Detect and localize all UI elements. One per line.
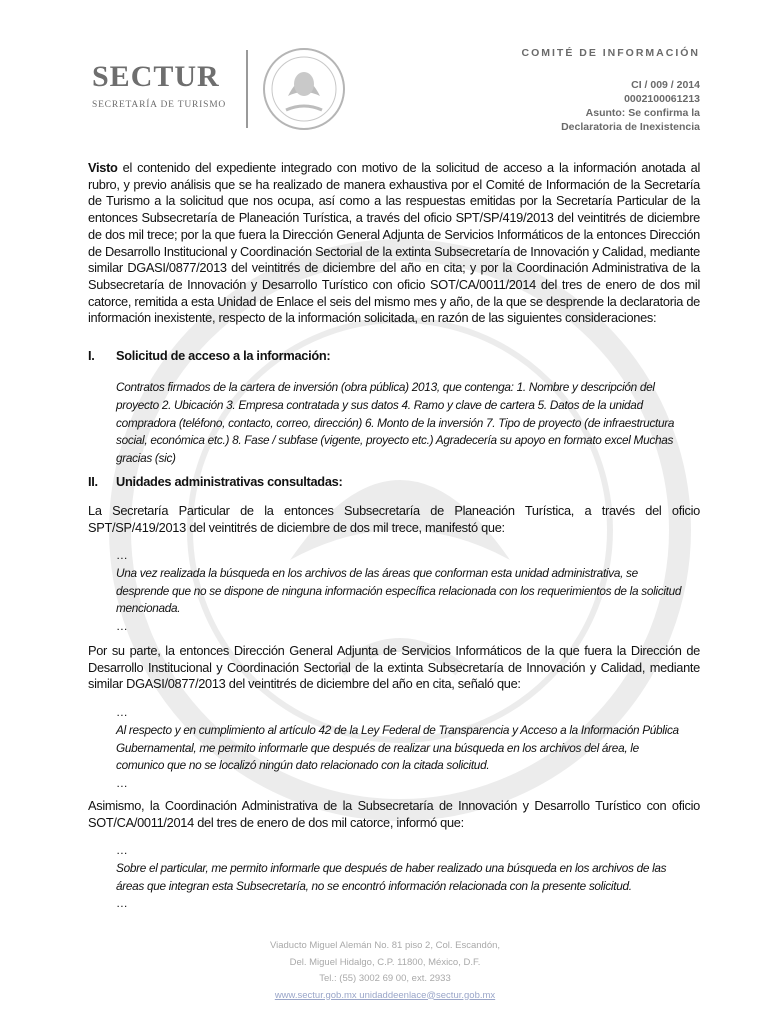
document-header — [522, 46, 701, 134]
footer-phone: Tel.: (55) 3002 69 00, ext. 2933 — [319, 973, 451, 984]
request-quote: Contratos firmados de la cartera de inversión (obra pública) 2013, que contenga: 1. Nombre y descripción del proyecto 2. Ubicación 3. Empresa contratada y sus datos 4. Ramo y clave de cartera 5. Datos de la unidad compradora (teléfono, contacto, correo, dirección) 6. Monto de la inversión 7. Tipo de proyecto (de infraestructura social, económica etc.) 8. Fase / subfase (vigente, proyecto etc.) Agradecería su apoyo en formato excel Muchas gracias (sic) — [116, 380, 675, 466]
section-2-title: Unidades administrativas consultadas: — [116, 474, 343, 489]
quote-spt — [116, 547, 686, 636]
ellipsis-bottom: … — [116, 896, 129, 911]
section-2-number: II. — [88, 474, 98, 489]
intro-lead: Visto — [88, 160, 118, 175]
section-1-heading — [88, 348, 330, 363]
quote-coordination-text: Sobre el particular, me permito informarle que después de haber realizado una búsqueda en los archivos de las áreas que integran esta Subsecretaría, no se encontró información relacionada con la presente solicitud. — [116, 860, 667, 893]
page-footer — [0, 938, 770, 1004]
national-seal-icon — [258, 44, 350, 134]
ellipsis-bottom: … — [116, 776, 129, 791]
intro-paragraph — [88, 160, 700, 327]
section-2-heading — [88, 474, 342, 489]
quote-dgasi — [116, 704, 686, 793]
subject-line-1: Asunto: Se confirma la — [585, 107, 700, 119]
committee-title: COMITÉ DE INFORMACIÓN — [521, 47, 700, 59]
quote-spt-text: Una vez realizada la búsqueda en los archivos de las áreas que conforman esta unidad administrativa, se desprende que no se dispone de ninguna información específica relacionada con los requerimientos de la solicitud mencionada. — [116, 565, 682, 616]
quote-coordination — [116, 842, 686, 913]
paragraph-dgasi: Por su parte, la entonces Dirección General Adjunta de Servicios Informáticos de la que fuera la Dirección de Desarrollo Institucional y Coordinación Sectorial de la extinta Subsecretaría de Innovación y Calidad, mediante similar DGASI/0877/2013 del veintitrés de diciembre del año en cita, señaló que: — [88, 643, 700, 692]
quote-dgasi-text: Al respecto y en cumplimiento al artículo 42 de la Ley Federal de Transparencia y Acceso a la Información Pública Gubernamental, me permito informarle que después de realizar una búsqueda en los archivos del área, le comunico que no se localizó ningún dato relacionado con la citada solicitud. — [116, 722, 679, 773]
ellipsis-bottom: … — [116, 619, 129, 634]
section-1-title: Solicitud de acceso a la información: — [116, 348, 331, 363]
ellipsis-top: … — [116, 843, 129, 857]
paragraph-spt: La Secretaría Particular de la entonces Subsecretaría de Planeación Turística, a través del oficio SPT/SP/419/2013 del veintitrés de diciembre de dos mil trece, manifestó que: — [88, 503, 700, 535]
paragraph-coordination: Asimismo, la Coordinación Administrativa de la Subsecretaría de Innovación y Desarrollo Turístico con oficio SOT/CA/0011/2014 del tres de enero de dos mil catorce, informó que: — [88, 798, 700, 830]
intro-text: el contenido del expediente integrado con motivo de la solicitud de acceso a la información anotada al rubro, y previo análisis que se ha realizado de manera exhaustiva por el Comité de Información de la Secretaría de Turismo a la solicitud que nos ocupa, así como a las respuestas emitidas por la Secretaría Particular de la entonces Subsecretaría de Planeación Turística, a través del oficio SPT/SP/419/2013 del veintitrés de diciembre de dos mil trece; por la que fuera la Dirección General Adjunta de Servicios Informáticos de la entonces Dirección de Desarrollo Institucional y Coordinación Sectorial de la extinta Subsecretaría de Innovación y Calidad, mediante similar DGASI/0877/2013 del veintitrés de diciembre del año en cita; y por la Coordinación Administrativa de la Subsecretaría de Innovación y Desarrollo Turístico con oficio SOT/CA/0011/2014 del tres de enero de dos mil catorce, remitida a esta Unidad de Enlace el seis del mismo mes y año, de la que se desprende la declaratoria de información inexistente, respecto de la información solicitada, en razón de las siguientes consideraciones: — [88, 160, 700, 326]
logo-subtitle: SECRETARÍA DE TURISMO — [92, 100, 227, 110]
footer-address-2: Del. Miguel Hidalgo, C.P. 11800, México, D.F. — [289, 956, 481, 968]
subject-line-2: Declaratoria de Inexistencia — [561, 121, 700, 133]
logo-word: SECTUR — [92, 60, 220, 93]
ellipsis-top: … — [116, 705, 129, 719]
section-1-number: I. — [88, 348, 95, 363]
ellipsis-top: … — [116, 548, 129, 562]
reference-number: CI / 009 / 2014 — [631, 79, 700, 91]
folio-number: 0002100061213 — [624, 93, 700, 105]
footer-link[interactable]: www.sectur.gob.mx unidaddeenlace@sectur.gob.mx — [274, 989, 496, 1001]
sectur-logo — [92, 58, 252, 128]
logo-divider — [246, 50, 248, 128]
footer-address-1: Viaducto Miguel Alemán No. 81 piso 2, Col. Escandón, — [269, 940, 501, 951]
